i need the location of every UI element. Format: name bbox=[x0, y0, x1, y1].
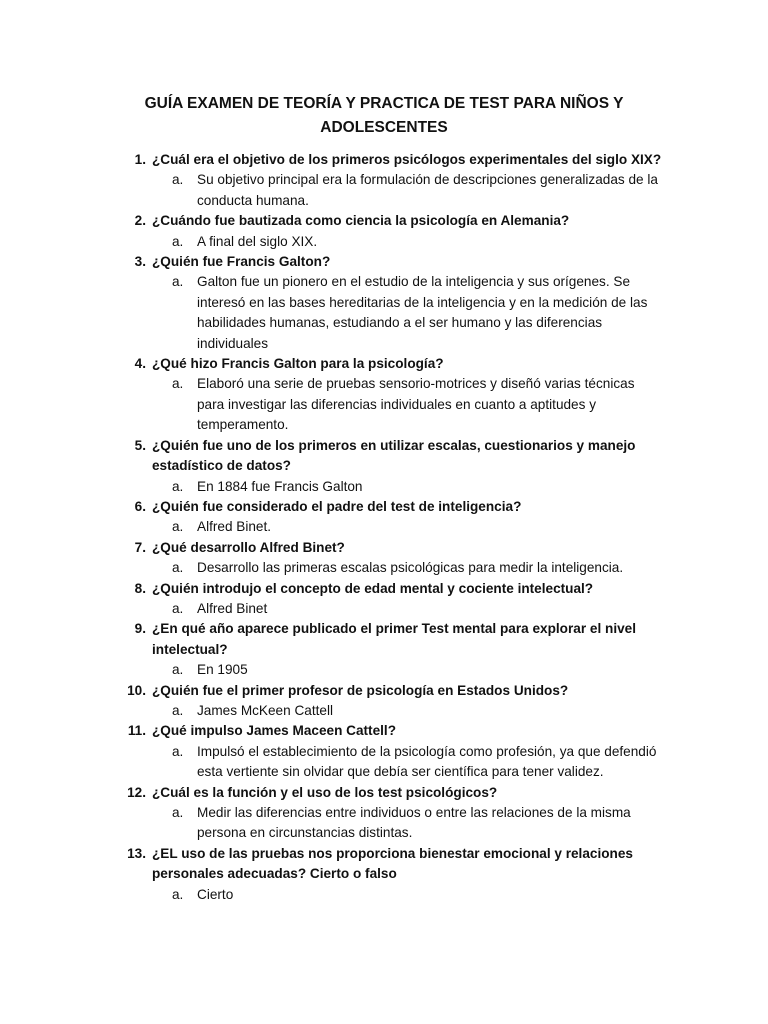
question-label: ¿EL uso de las pruebas nos proporciona bienestar emocional y relaciones personales adecuadas? Cierto o falso bbox=[152, 845, 633, 882]
question-label: ¿Cuándo fue bautizada como ciencia la psicología en Alemania? bbox=[152, 213, 570, 229]
question-item bbox=[0, 844, 768, 905]
answer-item bbox=[0, 742, 768, 783]
answer-text: En 1884 fue Francis Galton bbox=[197, 478, 363, 494]
question-item bbox=[0, 354, 768, 436]
question-text bbox=[0, 579, 768, 599]
answer-item bbox=[0, 599, 768, 619]
answer-text: James McKeen Cattell bbox=[197, 702, 333, 718]
question-list bbox=[0, 150, 768, 905]
question-item bbox=[0, 211, 768, 252]
question-number: 2. bbox=[134, 213, 146, 229]
answer-item bbox=[0, 374, 768, 435]
answer-marker: a. bbox=[172, 600, 184, 616]
question-item bbox=[0, 721, 768, 782]
question-number: 4. bbox=[134, 356, 146, 372]
question-item bbox=[0, 538, 768, 579]
question-label: ¿Quién fue el primer profesor de psicología en Estados Unidos? bbox=[152, 682, 569, 698]
question-label: ¿Qué hizo Francis Galton para la psicología? bbox=[152, 356, 444, 372]
question-text bbox=[0, 252, 768, 272]
answer-item bbox=[0, 803, 768, 844]
question-number: 8. bbox=[134, 580, 146, 596]
question-item bbox=[0, 150, 768, 211]
question-number: 1. bbox=[134, 152, 146, 167]
answer-item bbox=[0, 232, 768, 252]
question-item bbox=[0, 436, 768, 497]
question-number: 5. bbox=[134, 437, 146, 453]
answer-marker: a. bbox=[172, 233, 184, 249]
question-label: ¿Cuál es la función y el uso de los test psicológicos? bbox=[152, 784, 498, 800]
question-label: ¿Quién fue Francis Galton? bbox=[152, 254, 331, 270]
question-text bbox=[0, 783, 768, 803]
answer-marker: a. bbox=[172, 805, 184, 820]
question-item bbox=[0, 252, 768, 354]
question-number: 11. bbox=[127, 723, 146, 739]
question-text bbox=[0, 844, 768, 885]
question-number: 9. bbox=[134, 621, 146, 637]
answer-item bbox=[0, 477, 768, 497]
question-label: ¿Cuál era el objetivo de los primeros psicólogos experimentales del siglo XIX? bbox=[152, 152, 662, 167]
question-text bbox=[0, 721, 768, 741]
answer-marker: a. bbox=[172, 172, 184, 188]
question-text bbox=[0, 619, 768, 660]
answer-text: Impulsó el establecimiento de la psicología como profesión, ya que defendió esta vertiente sin olvidar que debía ser científica para tener validez. bbox=[197, 743, 657, 780]
question-text bbox=[0, 538, 768, 558]
question-text bbox=[0, 497, 768, 517]
question-item bbox=[0, 579, 768, 620]
question-item bbox=[0, 619, 768, 680]
answer-item bbox=[0, 701, 768, 721]
answer-text: Su objetivo principal era la formulación de descripciones generalizadas de la conducta humana. bbox=[197, 172, 658, 208]
question-number: 6. bbox=[134, 498, 146, 514]
question-text bbox=[0, 436, 768, 477]
question-number: 10. bbox=[127, 682, 146, 698]
question-text bbox=[0, 354, 768, 374]
question-number: 13. bbox=[127, 845, 146, 861]
question-item bbox=[0, 681, 768, 722]
answer-text: En 1905 bbox=[197, 662, 248, 678]
answer-marker: a. bbox=[172, 478, 184, 494]
answer-text: Cierto bbox=[197, 886, 234, 902]
answer-text: Medir las diferencias entre individuos o entre las relaciones de la misma persona en circunstancias distintas. bbox=[197, 805, 631, 841]
answer-marker: a. bbox=[172, 376, 184, 392]
question-number: 3. bbox=[134, 254, 146, 270]
answer-item bbox=[0, 170, 768, 211]
question-number: 12. bbox=[127, 784, 146, 800]
question-label: ¿Quién introdujo el concepto de edad mental y cociente intelectual? bbox=[152, 580, 594, 596]
question-label: ¿Quién fue considerado el padre del test de inteligencia? bbox=[152, 498, 522, 514]
answer-item bbox=[0, 272, 768, 354]
answer-text: A final del siglo XIX. bbox=[197, 233, 318, 249]
question-label: ¿Qué desarrollo Alfred Binet? bbox=[152, 539, 345, 555]
question-text bbox=[0, 681, 768, 701]
answer-item bbox=[0, 517, 768, 537]
answer-text: Alfred Binet. bbox=[197, 519, 272, 535]
question-number: 7. bbox=[134, 539, 146, 555]
question-label: ¿Qué impulso James Maceen Cattell? bbox=[152, 723, 397, 739]
answer-marker: a. bbox=[172, 519, 184, 535]
answer-text: Desarrollo las primeras escalas psicológicas para medir la inteligencia. bbox=[197, 560, 624, 576]
question-item bbox=[0, 783, 768, 844]
question-text bbox=[0, 211, 768, 231]
answer-item bbox=[0, 558, 768, 578]
answer-text: Elaboró una serie de pruebas sensorio-motrices y diseñó varias técnicas para investigar las diferencias individuales en cuanto a aptitudes y temperamento. bbox=[197, 376, 635, 433]
document-title-line-1: GUÍA EXAMEN DE TEORÍA Y PRACTICA DE TEST PARA NIÑOS Y bbox=[144, 95, 624, 112]
answer-text: Galton fue un pionero en el estudio de la inteligencia y sus orígenes. Se interesó en las bases hereditarias de la inteligencia y en la medición de las habilidades humanas, estudiando a el ser humano y las diferencias individuales bbox=[197, 274, 648, 351]
document-title-line-2: ADOLESCENTES bbox=[320, 119, 448, 136]
answer-marker: a. bbox=[172, 743, 184, 759]
answer-marker: a. bbox=[172, 702, 184, 718]
answer-marker: a. bbox=[172, 560, 184, 576]
answer-marker: a. bbox=[172, 886, 184, 902]
answer-item bbox=[0, 885, 768, 905]
answer-text: Alfred Binet bbox=[197, 600, 268, 616]
question-text bbox=[0, 150, 768, 170]
question-label: ¿Quién fue uno de los primeros en utilizar escalas, cuestionarios y manejo estadístico de datos? bbox=[152, 437, 636, 474]
question-label: ¿En qué año aparece publicado el primer Test mental para explorar el nivel intelectual? bbox=[152, 621, 636, 657]
answer-item bbox=[0, 660, 768, 680]
answer-marker: a. bbox=[172, 662, 184, 678]
question-item bbox=[0, 497, 768, 538]
answer-marker: a. bbox=[172, 274, 184, 290]
